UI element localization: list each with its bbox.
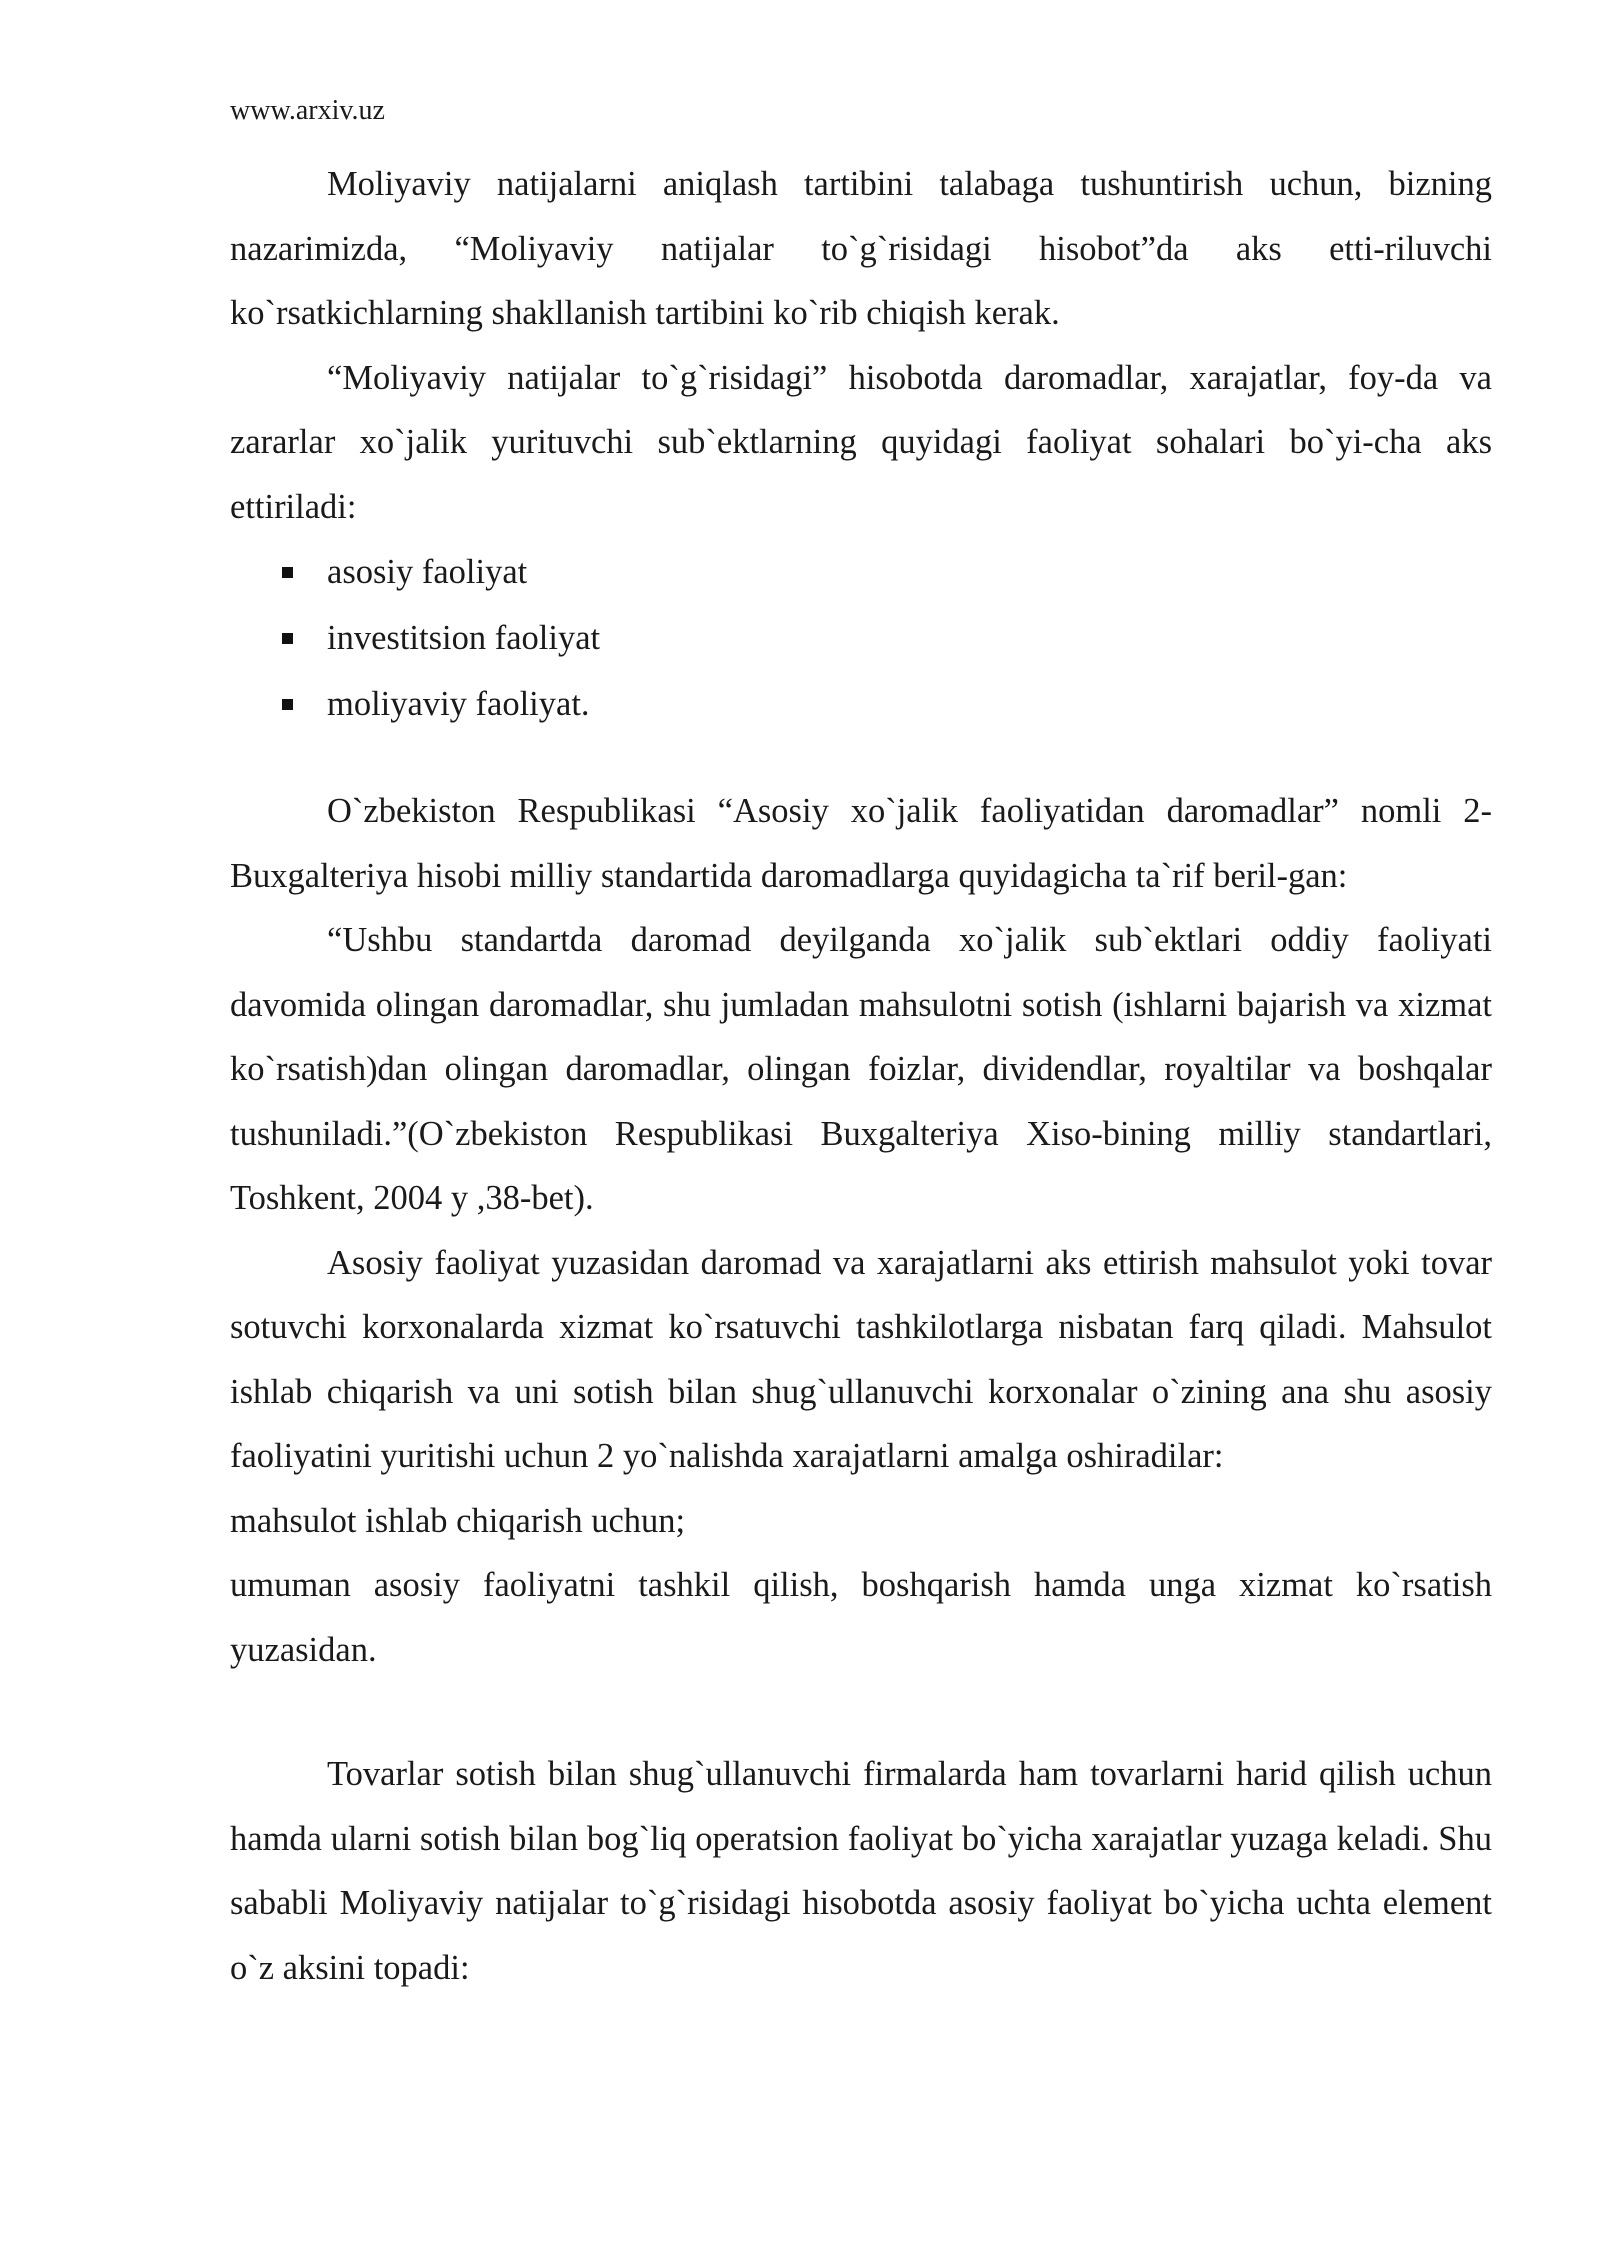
square-bullet-icon	[282, 633, 293, 644]
paragraph-8: Tovarlar sotish bilan shug`ullanuvchi firmalarda ham tovarlarni harid qilish uchun hamda ularni sotish bilan bog`liq operatsion faoliyat bo`yicha xarajatlar yuzaga keladi. Shu sababli Moliyaviy natijalar to`g`risidagi hisobotda asosiy faoliyat bo`yicha uchta element o`z aksini topadi:	[230, 1755, 1492, 1987]
square-bullet-icon	[282, 699, 293, 710]
list-item	[230, 605, 1492, 671]
paragraph-3: O`zbekiston Respublikasi “Asosiy xo`jalik faoliyatidan daromadlar” nomli 2-Buxgalteriya hisobi milliy standartida daromadlarga quyidagicha ta`rif beril-gan:	[230, 792, 1492, 895]
list-item-text: moliyaviy faoliyat.	[327, 685, 590, 723]
paragraph-2: “Moliyaviy natijalar to`g`risidagi” hisobotda daromadlar, xarajatlar, foy-da va zararlar xo`jalik yurituvchi sub`ektlarning quyidagi faoliyat sohalari bo`yi-cha aks ettiriladi:	[230, 358, 1492, 526]
site-header: www.arxiv.uz	[230, 95, 385, 126]
paragraph-7: umuman asosiy faoliyatni tashkil qilish, boshqarish hamda unga xizmat ko`rsatish yuzasidan.	[230, 1566, 1492, 1669]
paragraph-6: mahsulot ishlab chiqarish uchun;	[230, 1501, 686, 1540]
spacer	[230, 737, 1492, 779]
activity-list	[230, 539, 1492, 737]
list-item-text: investitsion faoliyat	[327, 619, 601, 657]
list-item-text: asosiy faoliyat	[327, 553, 528, 591]
document-body	[230, 152, 1492, 2000]
paragraph-5: Asosiy faoliyat yuzasidan daromad va xarajatlarni aks ettirish mahsulot yoki tovar sotuvchi korxonalarda xizmat ko`rsatuvchi tashkilotlarga nisbatan farq qiladi. Mahsulot ishlab chiqarish va uni sotish bilan shug`ullanuvchi korxonalar o`zining ana shu asosiy faoliyatini yuritishi uchun 2 yo`nalishda xarajatlarni amalga oshiradilar:	[230, 1243, 1492, 1475]
paragraph-4: “Ushbu standartda daromad deyilganda xo`jalik sub`ektlari oddiy faoliyati davomida olingan daromadlar, shu jumladan mahsulotni sotish (ishlarni bajarish va xizmat ko`rsatish)dan olingan daromadlar, olingan foizlar, dividendlar, royaltilar va boshqalar tushuniladi.”(O`zbekiston Respublikasi Buxgalteriya Xiso-bining milliy standartlari, Toshkent, 2004 y ,38-bet).	[230, 921, 1492, 1217]
list-item	[230, 671, 1492, 737]
spacer	[230, 1682, 1492, 1742]
square-bullet-icon	[282, 567, 293, 578]
paragraph-1: Moliyaviy natijalarni aniqlash tartibini talabaga tushuntirish uchun, bizning nazarimizda, “Moliyaviy natijalar to`g`risidagi hisobot”da aks etti-riluvchi ko`rsatkichlarning shakllanish tartibini ko`rib chiqish kerak.	[230, 165, 1492, 332]
list-item	[230, 539, 1492, 605]
